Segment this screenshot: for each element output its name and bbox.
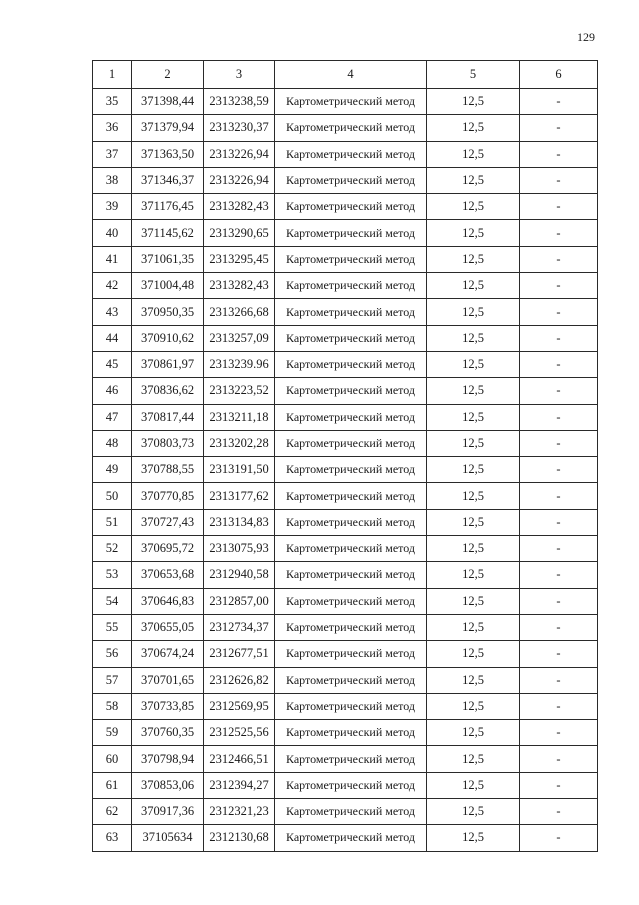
column-header: 6 bbox=[520, 61, 598, 89]
point-number-cell: 55 bbox=[93, 614, 132, 640]
note-cell: - bbox=[520, 220, 598, 246]
point-number-cell: 36 bbox=[93, 115, 132, 141]
table-header-row bbox=[93, 61, 598, 89]
x-coordinate-cell: 370727,43 bbox=[132, 509, 204, 535]
y-coordinate-cell: 2313282,43 bbox=[204, 194, 275, 220]
accuracy-cell: 12,5 bbox=[427, 325, 520, 351]
method-cell: Картометрический метод bbox=[275, 141, 427, 167]
point-number-cell: 37 bbox=[93, 141, 132, 167]
table-row bbox=[93, 89, 598, 115]
y-coordinate-cell: 2312569,95 bbox=[204, 693, 275, 719]
x-coordinate-cell: 370788,55 bbox=[132, 457, 204, 483]
x-coordinate-cell: 370817,44 bbox=[132, 404, 204, 430]
y-coordinate-cell: 2313202,28 bbox=[204, 430, 275, 456]
point-number-cell: 45 bbox=[93, 351, 132, 377]
table-row bbox=[93, 825, 598, 851]
table-row bbox=[93, 536, 598, 562]
y-coordinate-cell: 2312677,51 bbox=[204, 641, 275, 667]
point-number-cell: 60 bbox=[93, 746, 132, 772]
y-coordinate-cell: 2313295,45 bbox=[204, 246, 275, 272]
note-cell: - bbox=[520, 167, 598, 193]
method-cell: Картометрический метод bbox=[275, 273, 427, 299]
method-cell: Картометрический метод bbox=[275, 536, 427, 562]
accuracy-cell: 12,5 bbox=[427, 167, 520, 193]
table-row bbox=[93, 772, 598, 798]
table-row bbox=[93, 588, 598, 614]
point-number-cell: 50 bbox=[93, 483, 132, 509]
table-row bbox=[93, 614, 598, 640]
note-cell: - bbox=[520, 325, 598, 351]
y-coordinate-cell: 2313226,94 bbox=[204, 141, 275, 167]
accuracy-cell: 12,5 bbox=[427, 430, 520, 456]
y-coordinate-cell: 2313226,94 bbox=[204, 167, 275, 193]
x-coordinate-cell: 370770,85 bbox=[132, 483, 204, 509]
y-coordinate-cell: 2312626,82 bbox=[204, 667, 275, 693]
table-row bbox=[93, 194, 598, 220]
point-number-cell: 54 bbox=[93, 588, 132, 614]
point-number-cell: 40 bbox=[93, 220, 132, 246]
note-cell: - bbox=[520, 115, 598, 141]
x-coordinate-cell: 370655,05 bbox=[132, 614, 204, 640]
x-coordinate-cell: 370861,97 bbox=[132, 351, 204, 377]
accuracy-cell: 12,5 bbox=[427, 246, 520, 272]
y-coordinate-cell: 2312940,58 bbox=[204, 562, 275, 588]
point-number-cell: 57 bbox=[93, 667, 132, 693]
table-row bbox=[93, 378, 598, 404]
y-coordinate-cell: 2313290,65 bbox=[204, 220, 275, 246]
note-cell: - bbox=[520, 588, 598, 614]
method-cell: Картометрический метод bbox=[275, 588, 427, 614]
y-coordinate-cell: 2313239.96 bbox=[204, 351, 275, 377]
method-cell: Картометрический метод bbox=[275, 457, 427, 483]
method-cell: Картометрический метод bbox=[275, 194, 427, 220]
point-number-cell: 58 bbox=[93, 693, 132, 719]
y-coordinate-cell: 2312321,23 bbox=[204, 799, 275, 825]
accuracy-cell: 12,5 bbox=[427, 588, 520, 614]
note-cell: - bbox=[520, 430, 598, 456]
table-row bbox=[93, 667, 598, 693]
note-cell: - bbox=[520, 404, 598, 430]
y-coordinate-cell: 2313266,68 bbox=[204, 299, 275, 325]
note-cell: - bbox=[520, 562, 598, 588]
accuracy-cell: 12,5 bbox=[427, 536, 520, 562]
point-number-cell: 61 bbox=[93, 772, 132, 798]
point-number-cell: 35 bbox=[93, 89, 132, 115]
method-cell: Картометрический метод bbox=[275, 693, 427, 719]
note-cell: - bbox=[520, 825, 598, 851]
y-coordinate-cell: 2313075,93 bbox=[204, 536, 275, 562]
column-header: 3 bbox=[204, 61, 275, 89]
x-coordinate-cell: 370853,06 bbox=[132, 772, 204, 798]
method-cell: Картометрический метод bbox=[275, 799, 427, 825]
table-body bbox=[93, 61, 598, 852]
note-cell: - bbox=[520, 641, 598, 667]
point-number-cell: 43 bbox=[93, 299, 132, 325]
point-number-cell: 56 bbox=[93, 641, 132, 667]
x-coordinate-cell: 371176,45 bbox=[132, 194, 204, 220]
accuracy-cell: 12,5 bbox=[427, 299, 520, 325]
y-coordinate-cell: 2313211,18 bbox=[204, 404, 275, 430]
table-row bbox=[93, 457, 598, 483]
y-coordinate-cell: 2312857,00 bbox=[204, 588, 275, 614]
accuracy-cell: 12,5 bbox=[427, 89, 520, 115]
method-cell: Картометрический метод bbox=[275, 299, 427, 325]
accuracy-cell: 12,5 bbox=[427, 509, 520, 535]
note-cell: - bbox=[520, 720, 598, 746]
method-cell: Картометрический метод bbox=[275, 378, 427, 404]
point-number-cell: 44 bbox=[93, 325, 132, 351]
note-cell: - bbox=[520, 273, 598, 299]
y-coordinate-cell: 2313257,09 bbox=[204, 325, 275, 351]
method-cell: Картометрический метод bbox=[275, 325, 427, 351]
note-cell: - bbox=[520, 509, 598, 535]
point-number-cell: 41 bbox=[93, 246, 132, 272]
table-row bbox=[93, 141, 598, 167]
note-cell: - bbox=[520, 667, 598, 693]
accuracy-cell: 12,5 bbox=[427, 772, 520, 798]
note-cell: - bbox=[520, 299, 598, 325]
method-cell: Картометрический метод bbox=[275, 562, 427, 588]
x-coordinate-cell: 371061,35 bbox=[132, 246, 204, 272]
point-number-cell: 62 bbox=[93, 799, 132, 825]
point-number-cell: 52 bbox=[93, 536, 132, 562]
point-number-cell: 48 bbox=[93, 430, 132, 456]
accuracy-cell: 12,5 bbox=[427, 141, 520, 167]
x-coordinate-cell: 370910,62 bbox=[132, 325, 204, 351]
accuracy-cell: 12,5 bbox=[427, 115, 520, 141]
accuracy-cell: 12,5 bbox=[427, 614, 520, 640]
table-row bbox=[93, 115, 598, 141]
table-row bbox=[93, 299, 598, 325]
x-coordinate-cell: 370674,24 bbox=[132, 641, 204, 667]
accuracy-cell: 12,5 bbox=[427, 273, 520, 299]
x-coordinate-cell: 370646,83 bbox=[132, 588, 204, 614]
method-cell: Картометрический метод bbox=[275, 641, 427, 667]
table-row bbox=[93, 430, 598, 456]
table-row bbox=[93, 167, 598, 193]
accuracy-cell: 12,5 bbox=[427, 799, 520, 825]
x-coordinate-cell: 370733,85 bbox=[132, 693, 204, 719]
accuracy-cell: 12,5 bbox=[427, 220, 520, 246]
table-row bbox=[93, 483, 598, 509]
x-coordinate-cell: 370701,65 bbox=[132, 667, 204, 693]
column-header: 1 bbox=[93, 61, 132, 89]
method-cell: Картометрический метод bbox=[275, 220, 427, 246]
method-cell: Картометрический метод bbox=[275, 167, 427, 193]
table-row bbox=[93, 720, 598, 746]
note-cell: - bbox=[520, 378, 598, 404]
method-cell: Картометрический метод bbox=[275, 89, 427, 115]
x-coordinate-cell: 370798,94 bbox=[132, 746, 204, 772]
table-row bbox=[93, 562, 598, 588]
method-cell: Картометрический метод bbox=[275, 509, 427, 535]
accuracy-cell: 12,5 bbox=[427, 351, 520, 377]
accuracy-cell: 12,5 bbox=[427, 194, 520, 220]
y-coordinate-cell: 2312525,56 bbox=[204, 720, 275, 746]
column-header: 4 bbox=[275, 61, 427, 89]
method-cell: Картометрический метод bbox=[275, 720, 427, 746]
column-header: 2 bbox=[132, 61, 204, 89]
x-coordinate-cell: 370803,73 bbox=[132, 430, 204, 456]
note-cell: - bbox=[520, 483, 598, 509]
note-cell: - bbox=[520, 246, 598, 272]
point-number-cell: 59 bbox=[93, 720, 132, 746]
y-coordinate-cell: 2312394,27 bbox=[204, 772, 275, 798]
method-cell: Картометрический метод bbox=[275, 483, 427, 509]
method-cell: Картометрический метод bbox=[275, 404, 427, 430]
accuracy-cell: 12,5 bbox=[427, 457, 520, 483]
method-cell: Картометрический метод bbox=[275, 246, 427, 272]
point-number-cell: 42 bbox=[93, 273, 132, 299]
x-coordinate-cell: 371379,94 bbox=[132, 115, 204, 141]
x-coordinate-cell: 371346,37 bbox=[132, 167, 204, 193]
y-coordinate-cell: 2313238,59 bbox=[204, 89, 275, 115]
note-cell: - bbox=[520, 746, 598, 772]
accuracy-cell: 12,5 bbox=[427, 825, 520, 851]
accuracy-cell: 12,5 bbox=[427, 720, 520, 746]
table-row bbox=[93, 404, 598, 430]
x-coordinate-cell: 370917,36 bbox=[132, 799, 204, 825]
method-cell: Картометрический метод bbox=[275, 430, 427, 456]
point-number-cell: 49 bbox=[93, 457, 132, 483]
x-coordinate-cell: 371145,62 bbox=[132, 220, 204, 246]
method-cell: Картометрический метод bbox=[275, 614, 427, 640]
accuracy-cell: 12,5 bbox=[427, 404, 520, 430]
x-coordinate-cell: 370653,68 bbox=[132, 562, 204, 588]
x-coordinate-cell: 370760,35 bbox=[132, 720, 204, 746]
y-coordinate-cell: 2313134,83 bbox=[204, 509, 275, 535]
method-cell: Картометрический метод bbox=[275, 825, 427, 851]
point-number-cell: 46 bbox=[93, 378, 132, 404]
method-cell: Картометрический метод bbox=[275, 115, 427, 141]
column-header: 5 bbox=[427, 61, 520, 89]
page-number: 129 bbox=[577, 30, 595, 44]
accuracy-cell: 12,5 bbox=[427, 483, 520, 509]
table-row bbox=[93, 273, 598, 299]
point-number-cell: 53 bbox=[93, 562, 132, 588]
y-coordinate-cell: 2312734,37 bbox=[204, 614, 275, 640]
method-cell: Картометрический метод bbox=[275, 667, 427, 693]
note-cell: - bbox=[520, 141, 598, 167]
y-coordinate-cell: 2312130,68 bbox=[204, 825, 275, 851]
point-number-cell: 47 bbox=[93, 404, 132, 430]
note-cell: - bbox=[520, 693, 598, 719]
y-coordinate-cell: 2313230,37 bbox=[204, 115, 275, 141]
point-number-cell: 51 bbox=[93, 509, 132, 535]
note-cell: - bbox=[520, 457, 598, 483]
note-cell: - bbox=[520, 194, 598, 220]
table-row bbox=[93, 693, 598, 719]
coordinates-table bbox=[92, 60, 598, 852]
note-cell: - bbox=[520, 536, 598, 562]
table-row bbox=[93, 799, 598, 825]
accuracy-cell: 12,5 bbox=[427, 746, 520, 772]
table-row bbox=[93, 220, 598, 246]
y-coordinate-cell: 2312466,51 bbox=[204, 746, 275, 772]
table-row bbox=[93, 246, 598, 272]
note-cell: - bbox=[520, 614, 598, 640]
method-cell: Картометрический метод bbox=[275, 351, 427, 377]
point-number-cell: 63 bbox=[93, 825, 132, 851]
y-coordinate-cell: 2313191,50 bbox=[204, 457, 275, 483]
y-coordinate-cell: 2313177,62 bbox=[204, 483, 275, 509]
x-coordinate-cell: 371004,48 bbox=[132, 273, 204, 299]
method-cell: Картометрический метод bbox=[275, 746, 427, 772]
note-cell: - bbox=[520, 799, 598, 825]
note-cell: - bbox=[520, 351, 598, 377]
y-coordinate-cell: 2313223,52 bbox=[204, 378, 275, 404]
accuracy-cell: 12,5 bbox=[427, 693, 520, 719]
x-coordinate-cell: 371363,50 bbox=[132, 141, 204, 167]
table-row bbox=[93, 351, 598, 377]
x-coordinate-cell: 370695,72 bbox=[132, 536, 204, 562]
x-coordinate-cell: 371398,44 bbox=[132, 89, 204, 115]
point-number-cell: 38 bbox=[93, 167, 132, 193]
x-coordinate-cell: 37105634 bbox=[132, 825, 204, 851]
table-row bbox=[93, 325, 598, 351]
table-row bbox=[93, 509, 598, 535]
accuracy-cell: 12,5 bbox=[427, 562, 520, 588]
table-row bbox=[93, 641, 598, 667]
method-cell: Картометрический метод bbox=[275, 772, 427, 798]
point-number-cell: 39 bbox=[93, 194, 132, 220]
note-cell: - bbox=[520, 89, 598, 115]
accuracy-cell: 12,5 bbox=[427, 667, 520, 693]
table-row bbox=[93, 746, 598, 772]
accuracy-cell: 12,5 bbox=[427, 641, 520, 667]
note-cell: - bbox=[520, 772, 598, 798]
y-coordinate-cell: 2313282,43 bbox=[204, 273, 275, 299]
x-coordinate-cell: 370950,35 bbox=[132, 299, 204, 325]
x-coordinate-cell: 370836,62 bbox=[132, 378, 204, 404]
accuracy-cell: 12,5 bbox=[427, 378, 520, 404]
